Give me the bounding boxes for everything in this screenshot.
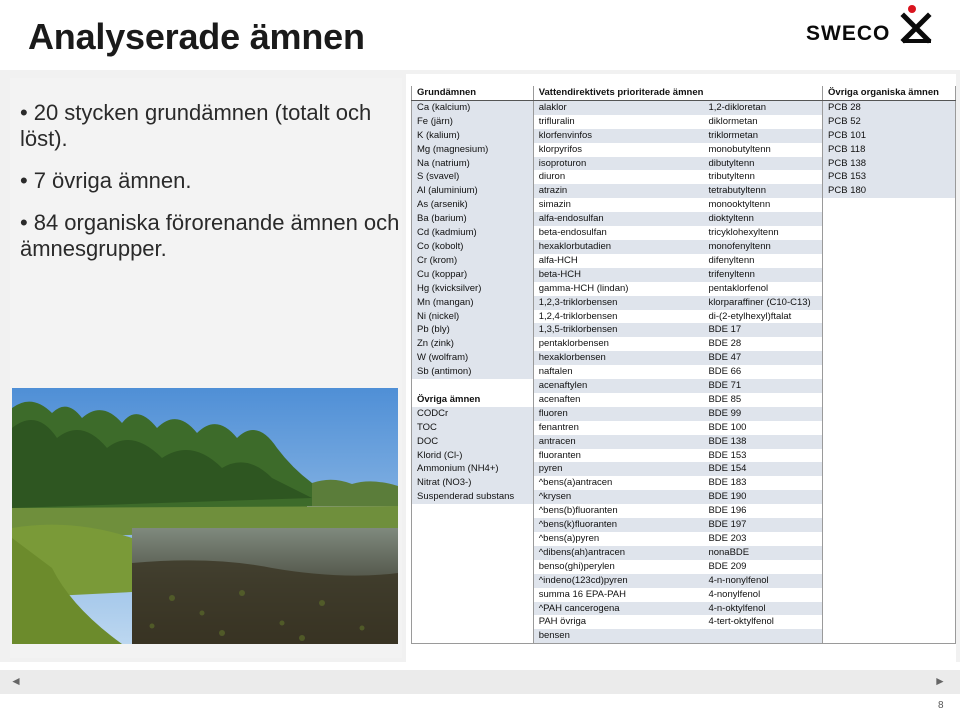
table-cell: diklormetan [703,115,822,129]
table-cell [823,379,956,393]
table-row [412,574,956,588]
table-cell: BDE 138 [703,435,822,449]
lake-photo-illustration [12,388,398,644]
table-row [412,170,956,184]
table-cell [823,629,956,643]
table-row [412,296,956,310]
table-row [412,588,956,602]
table-cell: beta-endosulfan [533,226,703,240]
table-cell: PCB 153 [823,170,956,184]
table-row [412,337,956,351]
table-cell: 1,2-dikloretan [703,100,822,114]
table-cell [823,351,956,365]
table-row [412,476,956,490]
table-cell: tricyklohexyltenn [703,226,822,240]
table-cell [823,310,956,324]
table-cell: monobutyltenn [703,143,822,157]
table-row [412,129,956,143]
table-cell [823,462,956,476]
table-cell: ^PAH cancerogena [533,602,703,616]
table-cell: As (arsenik) [412,198,534,212]
table-cell [412,602,534,616]
table-cell: Klorid (Cl-) [412,449,534,463]
table-cell: Ca (kalcium) [412,100,534,114]
table-cell: CODCr [412,407,534,421]
table-cell [823,602,956,616]
table-cell: Suspenderad substans [412,490,534,504]
table-cell: Zn (zink) [412,337,534,351]
table-cell: Cr (krom) [412,254,534,268]
table-cell: triklormetan [703,129,822,143]
table-cell: naftalen [533,365,703,379]
table-cell [823,198,956,212]
table-row [412,393,956,407]
bullet-item [20,100,400,152]
table-row [412,365,956,379]
table-cell [823,268,956,282]
table-row [412,546,956,560]
table-cell: 1,2,3-triklorbensen [533,296,703,310]
table-row [412,602,956,616]
table-cell: BDE 196 [703,504,822,518]
table-cell: S (svavel) [412,170,534,184]
table-cell: ^bens(a)antracen [533,476,703,490]
table-cell: 4-n-nonylfenol [703,574,822,588]
table-cell [823,365,956,379]
bullet-text: 84 organiska förorenande ämnen och ämnesgrupper. [20,210,400,261]
table-cell: ^dibens(ah)antracen [533,546,703,560]
table-cell: PAH övriga [533,615,703,629]
table-cell: ^bens(k)fluoranten [533,518,703,532]
table-cell: 1,2,4-triklorbensen [533,310,703,324]
table-cell: BDE 47 [703,351,822,365]
table-cell: Pb (bly) [412,323,534,337]
table-cell: BDE 100 [703,421,822,435]
table-row [412,449,956,463]
table-row [412,212,956,226]
table-cell [823,546,956,560]
table-cell: TOC [412,421,534,435]
table-row [412,504,956,518]
table-cell: PCB 118 [823,143,956,157]
lake-landscape-photo [12,388,398,644]
table-row [412,282,956,296]
logo-text: SWECO [806,22,891,45]
table-cell: hexaklorbensen [533,351,703,365]
table-cell: dioktyltenn [703,212,822,226]
table-cell: PCB 28 [823,100,956,114]
table-cell [823,212,956,226]
table-cell: acenaften [533,393,703,407]
table-cell: BDE 17 [703,323,822,337]
table-cell: ^bens(b)fluoranten [533,504,703,518]
table-row [412,115,956,129]
table-row [412,629,956,643]
table-cell [412,532,534,546]
header-prioriterade-amnen-cont [703,86,822,100]
bullet-item [20,168,400,194]
table-cell [703,629,822,643]
table-cell: trifenyltenn [703,268,822,282]
table-row [412,518,956,532]
table-cell: BDE 197 [703,518,822,532]
table-cell [823,449,956,463]
table-cell: Ni (nickel) [412,310,534,324]
table-cell [412,504,534,518]
table-cell: Ba (barium) [412,212,534,226]
table-cell: alfa-endosulfan [533,212,703,226]
table-row [412,560,956,574]
table-cell: Fe (järn) [412,115,534,129]
table-cell: benso(ghi)perylen [533,560,703,574]
table-cell: K (kalium) [412,129,534,143]
table-cell: 4-tert-oktylfenol [703,615,822,629]
table-cell [823,588,956,602]
table-cell [412,574,534,588]
table-cell: atrazin [533,184,703,198]
table-cell: nonaBDE [703,546,822,560]
table-cell [823,615,956,629]
bullet-dot-icon: • [20,210,28,235]
table-cell [823,226,956,240]
table-cell [823,490,956,504]
table-cell: PCB 52 [823,115,956,129]
table-row [412,379,956,393]
table-cell: antracen [533,435,703,449]
table-cell: 1,3,5-triklorbensen [533,323,703,337]
table-cell: gamma-HCH (lindan) [533,282,703,296]
table-row [412,198,956,212]
table-cell: pentaklorbensen [533,337,703,351]
table-row [412,532,956,546]
table-cell: trifluralin [533,115,703,129]
table-row [412,157,956,171]
table-cell: BDE 71 [703,379,822,393]
table-cell: tetrabutyltenn [703,184,822,198]
table-cell: fluoranten [533,449,703,463]
table-cell: alaklor [533,100,703,114]
header-grundamnen: Grundämnen [412,86,534,100]
table-cell: W (wolfram) [412,351,534,365]
table-row [412,435,956,449]
footer-bar [0,670,960,694]
table-row [412,615,956,629]
table-row [412,310,956,324]
table-cell [823,435,956,449]
bullet-text: 20 stycken grundämnen (totalt och löst). [20,100,372,151]
table-cell [823,532,956,546]
table-cell: alfa-HCH [533,254,703,268]
table-row [412,323,956,337]
table-cell [823,254,956,268]
table-cell: PCB 101 [823,129,956,143]
table-row [412,226,956,240]
table-row [412,143,956,157]
table-cell [823,393,956,407]
table-cell: dibutyltenn [703,157,822,171]
table-cell: Mg (magnesium) [412,143,534,157]
table-cell: summa 16 EPA-PAH [533,588,703,602]
table-row [412,240,956,254]
table-row [412,268,956,282]
table-cell: fluoren [533,407,703,421]
table-cell: monofenyltenn [703,240,822,254]
bullet-text: 7 övriga ämnen. [33,168,192,193]
table-cell: hexaklorbutadien [533,240,703,254]
table-cell: BDE 99 [703,407,822,421]
table-cell: pyren [533,462,703,476]
table-cell: BDE 209 [703,560,822,574]
table-cell: klorparaffiner (C10-C13) [703,296,822,310]
table-cell [823,518,956,532]
table-cell: ^bens(a)pyren [533,532,703,546]
next-slide-button[interactable]: ► [934,674,946,688]
table-cell [823,421,956,435]
table-cell: klorfenvinfos [533,129,703,143]
table-row [412,254,956,268]
table-cell: BDE 183 [703,476,822,490]
table-cell: BDE 203 [703,532,822,546]
table-cell [412,518,534,532]
page-number: 8 [938,700,944,711]
table-cell: Hg (kvicksilver) [412,282,534,296]
table-cell: tributyltenn [703,170,822,184]
table-cell [823,323,956,337]
header-prioriterade-amnen: Vattendirektivets prioriterade ämnen [533,86,703,100]
table-cell [412,379,534,393]
table-cell [823,337,956,351]
table-cell: Nitrat (NO3-) [412,476,534,490]
bullet-list [20,100,400,262]
table-cell: DOC [412,435,534,449]
sweco-logo [806,4,934,50]
table-cell [412,629,534,643]
table-row [412,100,956,114]
table-cell: Mn (mangan) [412,296,534,310]
table-cell: beta-HCH [533,268,703,282]
table-cell: Co (kobolt) [412,240,534,254]
table-cell [412,615,534,629]
previous-slide-button[interactable]: ◄ [10,674,22,688]
table-cell: BDE 66 [703,365,822,379]
table-cell: pentaklorfenol [703,282,822,296]
table-cell: simazin [533,198,703,212]
table-cell [823,240,956,254]
table-cell: Al (aluminium) [412,184,534,198]
table-cell [823,476,956,490]
table-cell: PCB 180 [823,184,956,198]
table-cell: 4-n-oktylfenol [703,602,822,616]
table-cell [823,282,956,296]
bullet-item [20,210,400,262]
table-cell: Ammonium (NH4+) [412,462,534,476]
table-cell [823,560,956,574]
table-cell: ^indeno(123cd)pyren [533,574,703,588]
table-row [412,462,956,476]
substances-table-panel [406,74,956,662]
table-cell [823,574,956,588]
sweco-logo-mark-icon [900,4,934,44]
table-cell: PCB 138 [823,157,956,171]
table-cell: diuron [533,170,703,184]
substances-table [411,86,956,644]
table-row [412,351,956,365]
table-cell: BDE 85 [703,393,822,407]
table-cell: BDE 154 [703,462,822,476]
table-cell: BDE 190 [703,490,822,504]
table-cell: BDE 153 [703,449,822,463]
slide-title: Analyserade ämnen [28,16,365,57]
table-cell: Övriga ämnen [412,393,534,407]
table-cell [823,407,956,421]
table-row [412,407,956,421]
bullet-dot-icon: • [20,168,28,193]
table-cell: monooktyltenn [703,198,822,212]
table-cell: 4-nonylfenol [703,588,822,602]
table-cell [823,504,956,518]
table-cell: Na (natrium) [412,157,534,171]
table-cell: difenyltenn [703,254,822,268]
table-cell [823,296,956,310]
table-cell: Sb (antimon) [412,365,534,379]
table-cell: di-(2-etylhexyl)ftalat [703,310,822,324]
table-cell: BDE 28 [703,337,822,351]
table-cell: Cu (koppar) [412,268,534,282]
table-row [412,421,956,435]
table-cell: Cd (kadmium) [412,226,534,240]
table-cell [412,560,534,574]
bullet-dot-icon: • [20,100,28,125]
table-header-row [412,86,956,100]
header-ovriga-organiska: Övriga organiska ämnen [823,86,956,100]
table-cell [412,588,534,602]
table-row [412,184,956,198]
table-cell: isoproturon [533,157,703,171]
table-cell: bensen [533,629,703,643]
table-row [412,490,956,504]
table-cell: ^krysen [533,490,703,504]
table-cell: acenaftylen [533,379,703,393]
table-cell [412,546,534,560]
table-cell: fenantren [533,421,703,435]
table-cell: klorpyrifos [533,143,703,157]
